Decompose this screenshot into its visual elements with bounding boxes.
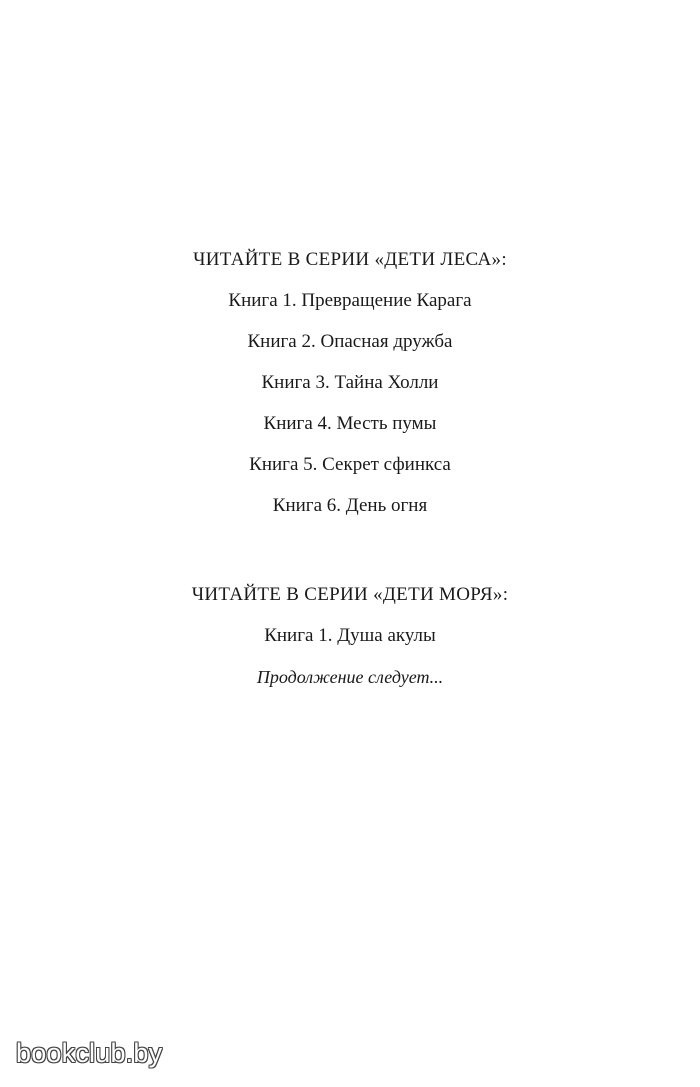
series-forest-heading: ЧИТАЙТЕ В СЕРИИ «ДЕТИ ЛЕСА»: — [193, 249, 507, 270]
book-item: Книга 6. День огня — [272, 495, 428, 516]
book-item: Книга 1. Душа акулы — [264, 625, 436, 646]
book-item: Книга 5. Секрет сфинкса — [249, 454, 451, 475]
book-item: Книга 1. Превращение Карага — [228, 290, 472, 311]
series-sea-heading: ЧИТАЙТЕ В СЕРИИ «ДЕТИ МОРЯ»: — [191, 584, 509, 605]
book-item: Книга 2. Опасная дружба — [247, 331, 453, 352]
book-item: Книга 3. Тайна Холли — [261, 372, 439, 393]
site-watermark: bookclub.by — [16, 1038, 163, 1068]
continued-note: Продолжение следует... — [256, 667, 444, 687]
series-forest-list — [0, 245, 700, 532]
series-sea-list — [0, 580, 700, 692]
book-item: Книга 4. Месть пумы — [263, 413, 437, 434]
